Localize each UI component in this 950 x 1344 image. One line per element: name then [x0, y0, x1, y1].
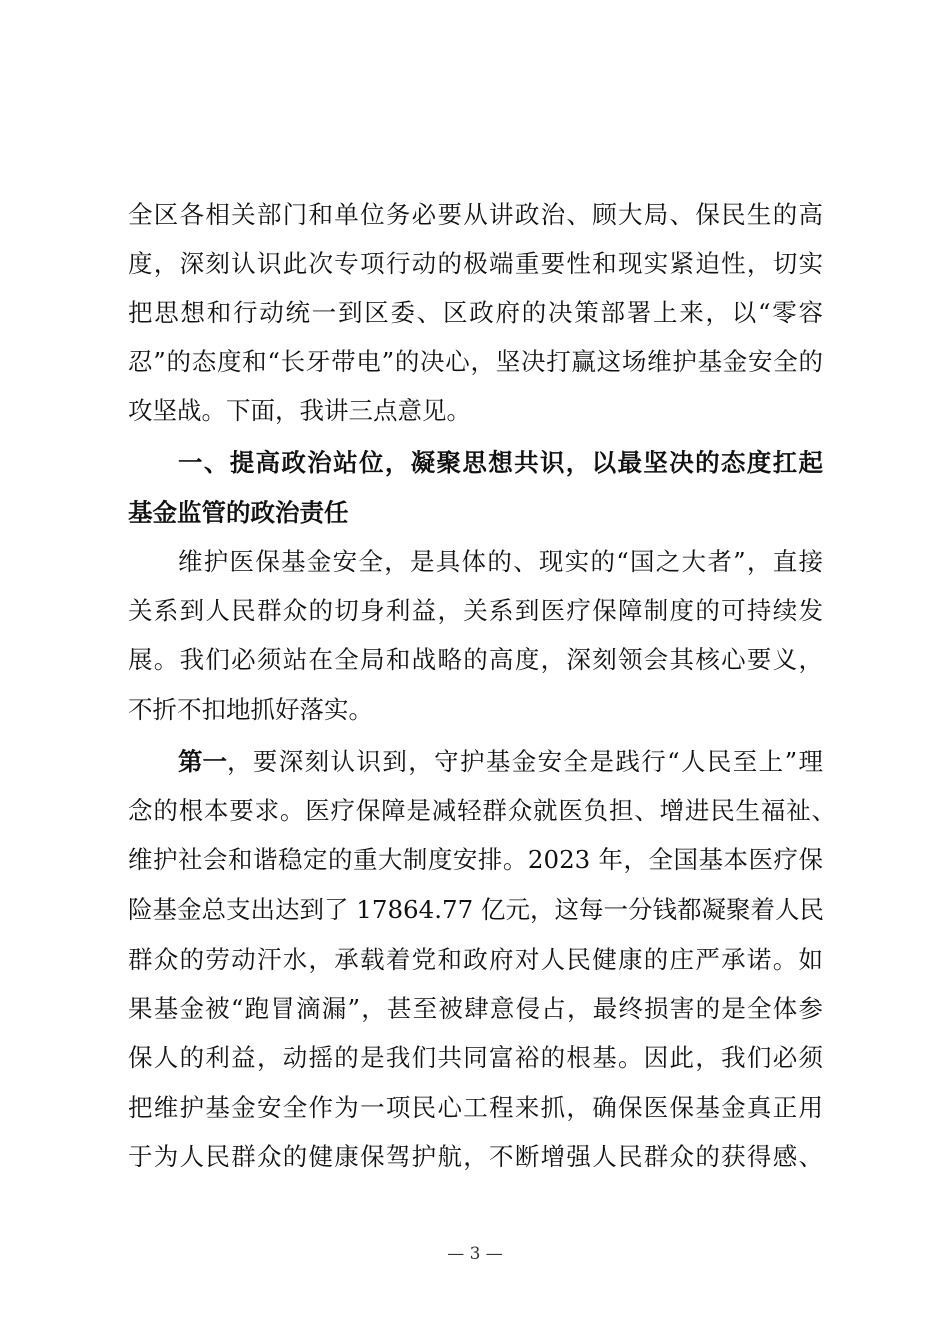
body-text-line: 度，深刻认识此次专项行动的极端重要性和现实紧迫性，切实	[128, 249, 823, 278]
body-text-line: 把维护基金安全作为一项民心工程来抓，确保医保基金真正用	[128, 1093, 823, 1122]
body-text-line: 保人的利益，动摇的是我们共同富裕的根基。因此，我们必须	[128, 1043, 823, 1072]
body-text-line: 于为人民群众的健康保驾护航，不断增强人民群众的获得感、	[128, 1142, 823, 1171]
body-text-line: 不折不扣地抓好落实。	[128, 695, 373, 724]
body-text-line: 攻坚战。下面，我讲三点意见。	[128, 396, 471, 425]
body-text-line: 把思想和行动统一到区委、区政府的决策部署上来，以“零容	[128, 298, 823, 327]
body-text-line	[178, 746, 823, 778]
bold-lead: 第一	[178, 747, 227, 776]
body-text: ，要深刻认识到，守护基金安全是践行“人民至上”理	[227, 747, 823, 776]
body-text-line: 果基金被“跑冒滴漏”，甚至被肆意侵占，最终损害的是全体参	[128, 994, 823, 1023]
body-text-line: 关系到人民群众的切身利益，关系到医疗保障制度的可持续发	[128, 596, 823, 625]
body-text-line: 忍”的态度和“长牙带电”的决心，坚决打赢这场维护基金安全的	[128, 347, 823, 376]
body-text-line: 维护社会和谐稳定的重大制度安排。2023 年，全国基本医疗保	[128, 845, 823, 874]
body-text-line: 全区各相关部门和单位务必要从讲政治、顾大局、保民生的高	[128, 200, 823, 229]
page-number: — 3 —	[447, 1244, 503, 1264]
body-text-line: 展。我们必须站在全局和战略的高度，深刻领会其核心要义，	[128, 645, 823, 674]
body-text-line: 群众的劳动汗水，承载着党和政府对人民健康的庄严承诺。如	[128, 945, 823, 974]
body-text-line: 险基金总支出达到了 17864.77 亿元，这每一分钱都凝聚着人民	[128, 895, 824, 924]
section-heading: 基金监管的政治责任	[128, 498, 349, 527]
body-text-line: 念的根本要求。医疗保障是减轻群众就医负担、增进民生福祉、	[128, 796, 836, 825]
body-text-line: 维护医保基金安全，是具体的、现实的“国之大者”，直接	[178, 547, 823, 576]
section-heading: 一、提高政治站位，凝聚思想共识，以最坚决的态度扛起	[178, 448, 823, 477]
